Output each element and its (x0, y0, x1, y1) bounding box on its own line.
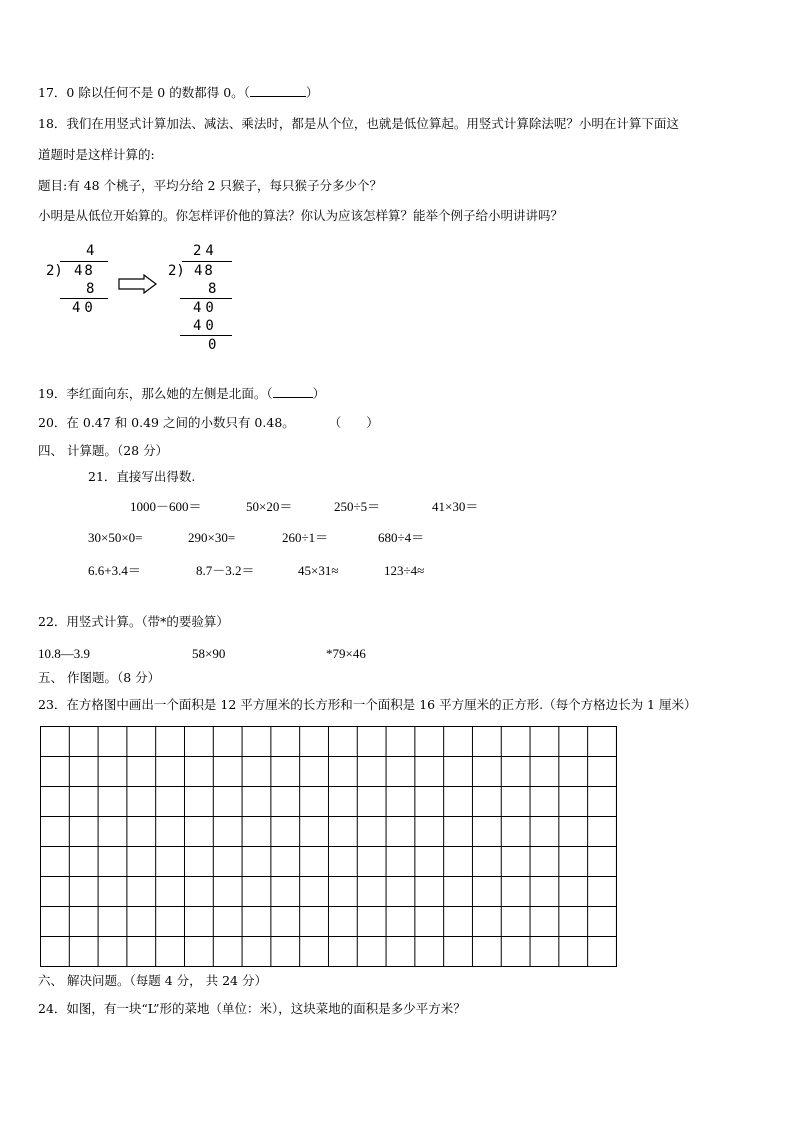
calc-item: 1000－600＝ (130, 499, 202, 514)
vertical-calc-item: 58×90 (192, 646, 226, 661)
left-remainder: 40 (72, 300, 97, 316)
question-20 (38, 415, 379, 431)
right-division-bar (182, 261, 232, 262)
question-18-line-1: 18．我们在用竖式计算加法、减法、乘法时，都是从个位，也就是低位算起。用竖式计算除法呢？小明在计算下面这 (38, 116, 679, 131)
question-22-title: 22．用竖式计算。（带*的要验算） (38, 614, 229, 629)
right-step-1: 8 (208, 281, 217, 297)
question-17-close: ） (305, 85, 319, 100)
right-remainder: 0 (208, 337, 217, 353)
question-19-close: ） (312, 386, 326, 401)
right-arrow-icon (118, 274, 158, 294)
left-divisor: 2) (46, 263, 63, 279)
calc-item: 30×50×0= (88, 530, 143, 545)
calc-item: 290×30= (188, 530, 236, 545)
calc-item: 50×20＝ (246, 499, 293, 514)
question-19 (38, 385, 325, 402)
left-dividend: 48 (74, 263, 95, 279)
right-divisor: 2) (168, 263, 185, 279)
section-5-title: 五、 作图题。（8 分） (38, 670, 161, 685)
question-17-text: 17．0 除以任何不是 0 的数都得 0。（ (38, 85, 250, 100)
question-18-line-3: 题目:有 48 个桃子，平均分给 2 只猴子，每只猴子分多少个？ (38, 178, 382, 193)
question-17 (38, 84, 318, 101)
question-23: 23．在方格图中画出一个面积是 12 平方厘米的长方形和一个面积是 16 平方厘米的正方形.（每个方格边长为 1 厘米） (38, 697, 697, 712)
right-step-2: 40 (193, 300, 218, 316)
left-step-line (60, 298, 108, 299)
calc-item: 6.6+3.4＝ (88, 563, 141, 578)
right-step-3: 40 (193, 318, 218, 334)
question-19-text: 19．李红面向东，那么她的左侧是北面。（ (38, 386, 273, 401)
calc-item: 123÷4≈ (384, 563, 425, 578)
calc-item: 250÷5＝ (334, 499, 381, 514)
calc-item: 8.7－3.2＝ (196, 563, 255, 578)
question-21-title: 21．直接写出得数. (88, 469, 196, 484)
section-6-title: 六、 解决问题。（每题 4 分， 共 24 分） (38, 973, 267, 988)
answer-blank[interactable] (250, 84, 306, 97)
calc-item: 260÷1＝ (282, 530, 329, 545)
right-quotient: 24 (193, 243, 218, 259)
left-step: 8 (86, 281, 95, 297)
question-18-line-4: 小明是从低位开始算的。你怎样评价他的算法？你认为应该怎样算？能举个例子给小明讲讲吗？ (38, 208, 564, 223)
question-24: 24．如图，有一块“L”形的菜地（单位：米），这块菜地的面积是多少平方米？ (38, 1001, 466, 1016)
right-step-line-2 (180, 335, 232, 336)
left-division-bar (60, 261, 108, 262)
right-dividend: 48 (194, 263, 215, 279)
question-20-text: 20．在 0.47 和 0.49 之间的小数只有 0.48。 (38, 415, 295, 430)
answer-paren[interactable]: （ ） (328, 415, 379, 430)
vertical-calc-item: 10.8—3.9 (38, 646, 90, 661)
square-grid[interactable] (40, 726, 617, 967)
calc-item: 41×30＝ (432, 499, 479, 514)
right-step-line-1 (180, 298, 232, 299)
question-18-line-2: 道题时是这样计算的: (38, 147, 155, 162)
section-4-title: 四、 计算题。（28 分） (38, 443, 169, 458)
calc-item: 680÷4＝ (378, 530, 425, 545)
left-quotient: 4 (86, 243, 95, 259)
calc-item: 45×31≈ (298, 563, 339, 578)
answer-blank[interactable] (273, 385, 313, 398)
vertical-calc-item: *79×46 (326, 646, 366, 661)
